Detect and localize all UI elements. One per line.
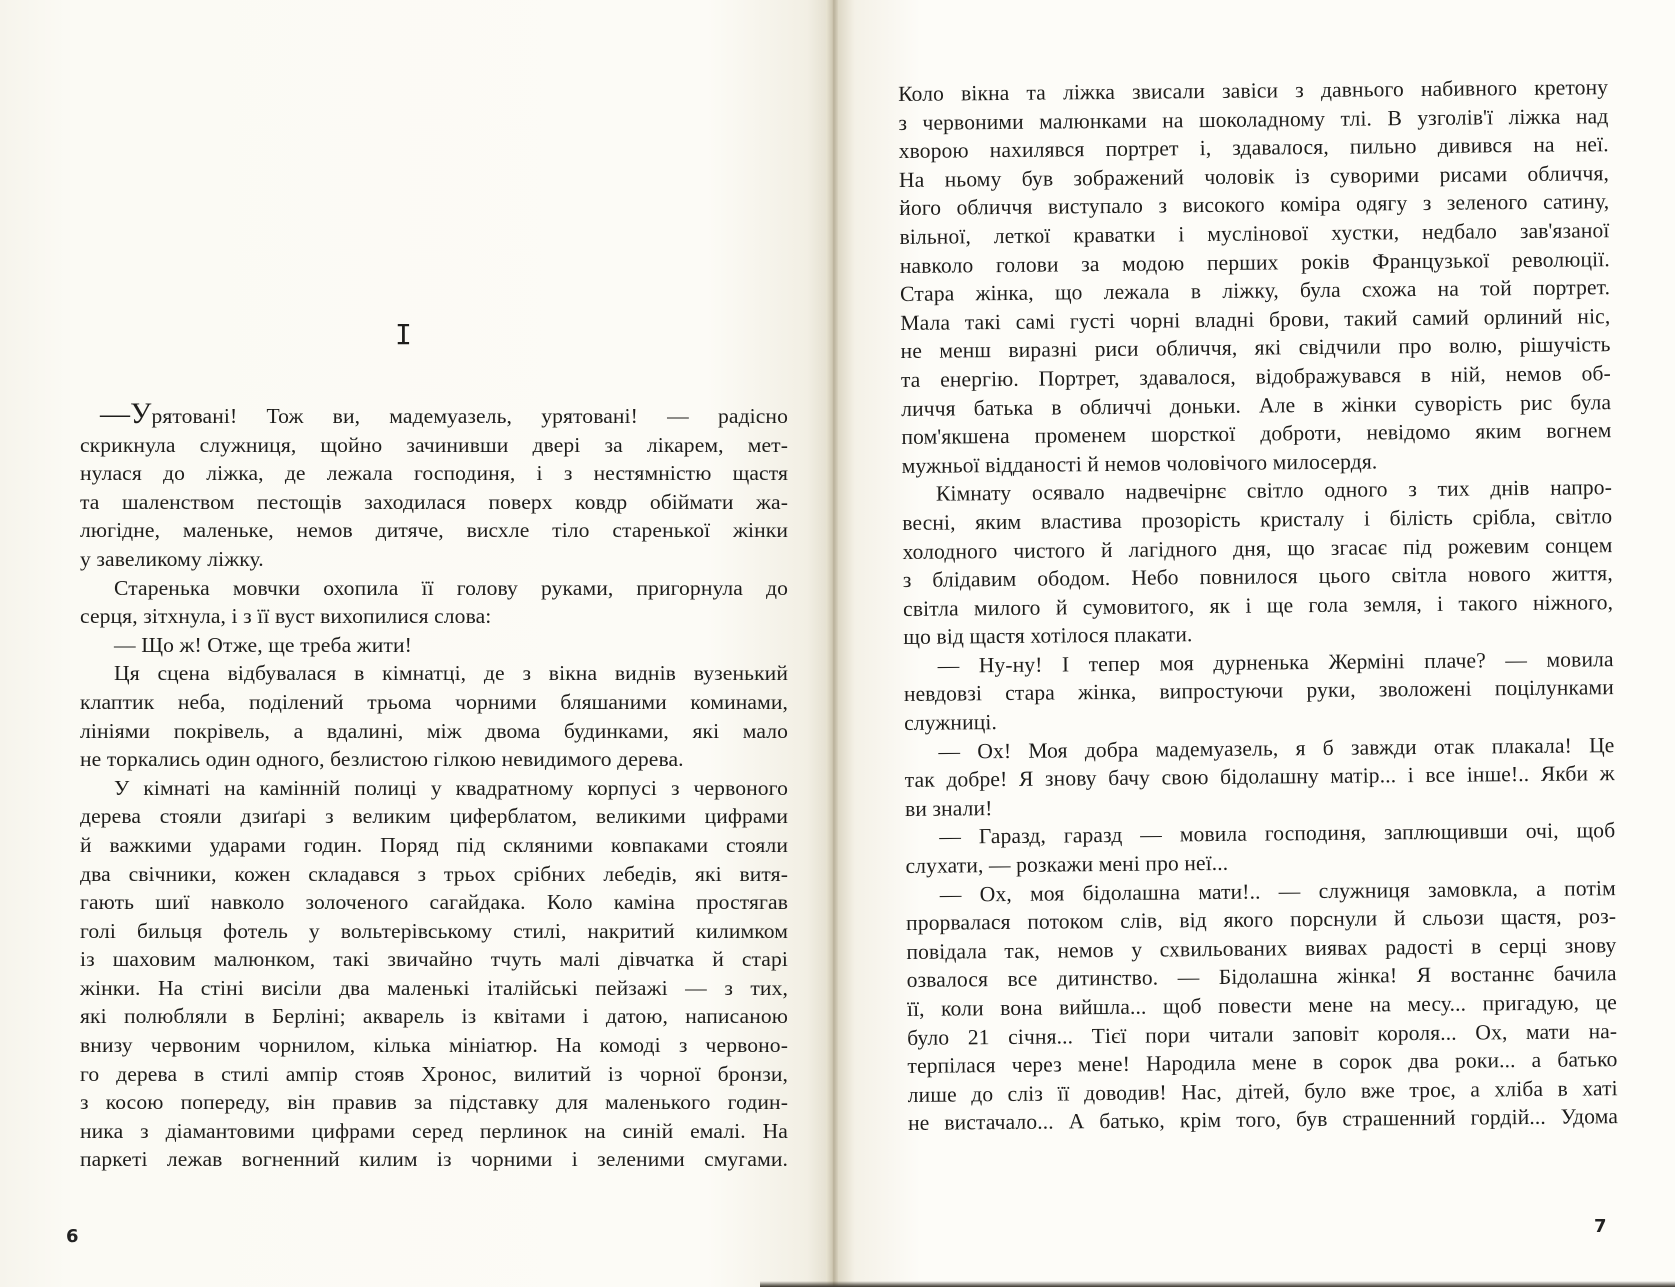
text-line: У кімнаті на камінній полиці у квадратному корпусі з червоного xyxy=(114,775,788,800)
text-line: невдовзі стара жінка, випростуючи руки, зволожені поцілунками xyxy=(903,675,1614,707)
text-line: й важкими ударами годин. Поряд під скляними ковпаками стояли xyxy=(80,832,788,857)
text-line: повідала так, немов у схвильованих виявах радості в серці знову xyxy=(906,932,1617,964)
text-line: її, коли вона вийшла... щоб повести мене на месу... пригадую, це xyxy=(906,990,1618,1021)
paragraph xyxy=(80,631,788,660)
text-line xyxy=(80,397,788,431)
right-page xyxy=(838,0,1675,1287)
text-line: пом'якшена променем шорсткої доброти, невідомо яким вогнем xyxy=(901,418,1612,450)
page-number-right: 7 xyxy=(1594,1216,1607,1237)
text-line: На ньому був зображений чоловік із суворими рисами обличчя, xyxy=(898,160,1610,192)
paragraph xyxy=(898,73,1612,480)
text-line: два свічники, кожен складався з трьох срібних лебедів, які витя- xyxy=(80,861,788,886)
text-line: клаптик неба, поділений трьома чорними бляшаними коминами, xyxy=(80,689,788,714)
text-line: лише до сліз її доводив! Нас, дітей, було вже троє, а хліба в хаті xyxy=(907,1075,1618,1107)
left-page xyxy=(0,0,832,1287)
text-line: — Гаразд, гаразд — мовила господиня, заплющивши очі, щоб xyxy=(939,818,1616,850)
text-line: Ця сцена відбувалася в кімнатці, де з вікна виднів вузенький xyxy=(114,661,788,686)
text-line: Мала такі самі густі чорні владні брови, такий самий орлиний ніс, xyxy=(900,303,1611,335)
text-line: було 21 січня... Тієї пори читали заповіт короля... Ох, мати на- xyxy=(907,1018,1618,1050)
text-line: мужньої відданості й немов чоловічого милосердя. xyxy=(901,449,1378,478)
text-line: з косою попереду, він правив за підставку для маленького годин- xyxy=(80,1090,788,1115)
text-line: його обличчя виступало з високого коміра одягу з зеленого сатину, xyxy=(899,189,1610,221)
text-line: внизу червоним чорнилом, кілька мініатюр. На комоді з червоно- xyxy=(80,1033,788,1058)
text-line: гають шиї навколо золоченого сагайдака. Коло каміна простягав xyxy=(80,890,788,915)
text-line: ника з діамантовими цифрами серед перлинок на синій емалі. На xyxy=(80,1118,788,1143)
text-line: Старенька мовчки охопила її голову руками, пригорнула до xyxy=(114,575,788,600)
text-line: Стара жінка, що лежала в ліжку, була схожа на той портрет. xyxy=(899,275,1611,307)
paragraph xyxy=(903,645,1614,738)
page-number-left: 6 xyxy=(66,1226,79,1247)
paragraph xyxy=(80,774,788,1174)
text-line: слухати, — розкажи мені про неї... xyxy=(905,850,1229,878)
text-line: з червоними малюнками на шоколадному тлі. В узголів'ї ліжка над xyxy=(898,103,1609,135)
text-line: скрикнула служниця, щойно зачинивши двері за лікарем, мет- xyxy=(80,432,788,457)
text-line: серця, зітхнула, і з її вуст вихопилися слова: xyxy=(80,604,492,629)
left-page-text xyxy=(80,397,788,1174)
text-line: — Ну-ну! І тепер моя дурненька Жерміні плаче? — мовила xyxy=(937,647,1614,678)
text-line: служниці. xyxy=(904,710,998,736)
text-line: хворою нахилявся портрет і, здавалося, пильно дивився на неї. xyxy=(898,132,1609,164)
text-line: не вистачало... А батько, крім того, був страшенний гордій... Удома xyxy=(907,1104,1619,1136)
text-line: не менш виразні риси обличчя, які свідчили про волю, рішучість xyxy=(900,332,1611,364)
text-line: озвалося все дитинство. — Бідолашна жінка! Я востаннє бачила xyxy=(906,961,1617,993)
right-page-text xyxy=(898,73,1618,1138)
paragraph xyxy=(80,397,788,574)
text-line: що від щастя хотілося плакати. xyxy=(903,622,1193,650)
text-line: з блідавим ободом. Небо повнилося цього світла нового життя, xyxy=(902,561,1613,593)
text-line: у завеликому ліжку. xyxy=(80,546,264,571)
paragraph xyxy=(904,731,1615,824)
paragraph xyxy=(902,473,1614,651)
text-line: Кімнату осявало надвечірнє світло одного з тих днів напро- xyxy=(935,475,1613,506)
drop-cap: —У xyxy=(100,397,152,430)
text-line: паркеті лежав вогненний килим із чорними і зеленими смугами. xyxy=(80,1147,788,1172)
paragraph xyxy=(905,817,1616,881)
text-line: лініями покрівель, а вдалині, між двома будинками, які мало xyxy=(80,718,788,743)
text-line: та шаленством пестощів заходилася поверх ковдр обіймати жа- xyxy=(80,489,788,514)
text-line: — Ох, моя бідолашна мати!.. — служниця замовкла, а потім xyxy=(939,875,1616,907)
text-line: — Що ж! Отже, ще треба жити! xyxy=(114,632,412,657)
text-line: весні, яким властива прозорість кристалу і білість срібла, світло xyxy=(902,504,1613,535)
text-line: які полюбляли в Берліні; акварель із квітами і датою, написаною xyxy=(80,1004,788,1029)
paragraph xyxy=(80,659,788,773)
text-line: навколо голови за модою перших років Французької революції. xyxy=(899,246,1610,278)
text-line: вільної, леткої краватки і муслінової хустки, недбало зав'язаної xyxy=(899,218,1610,249)
chapter-heading: I xyxy=(395,318,412,351)
text-line: личчя батька в обличчі доньки. Але в жінки суворість рис була xyxy=(901,389,1612,421)
text-line: люгідне, маленьке, немов дитяче, висхле тіло старенької жінки xyxy=(80,518,788,543)
text-line: холодного чистого й лагідного дня, що згасає під рожевим сонцем xyxy=(902,532,1613,564)
text-line: та енергію. Портрет, здавалося, відображувався в ній, немов об- xyxy=(900,361,1611,392)
text-line: дерева стояли дзиґарі з великим циферблатом, великими цифрами xyxy=(80,804,788,829)
text-line: жінки. На стіні висіли два маленькі італійські пейзажі — з тих, xyxy=(80,975,788,1000)
text-line: ви знали! xyxy=(904,795,993,821)
text-line: із шаховим малюнком, такі звичайно тчуть малі дівчатка й старі xyxy=(80,947,788,972)
text-line-rest: рятовані! Тож ви, мадемуазель, урятовані! — радісно xyxy=(151,404,788,428)
text-line: світла милого й сумовитого, як і ще гола земля, і такого ніжного, xyxy=(902,589,1614,621)
text-line: так добре! Я знову бачу свою бідолашну матір... і все інше!.. Якби ж xyxy=(904,761,1615,793)
paragraph xyxy=(80,574,788,631)
text-line: нулася до ліжка, де лежала господиня, і з нестямністю щастя xyxy=(80,461,788,486)
text-line: — Ох! Моя добра мадемуазель, я б завжди отак плакала! Це xyxy=(938,732,1615,764)
text-line: го дерева в стилі ампір стояв Хронос, вилитий із чорної бронзи, xyxy=(80,1061,788,1086)
page-edge-shadow xyxy=(760,1281,1675,1287)
text-line: прорвалася потоком слів, від якого порснули й сльози щастя, роз- xyxy=(905,904,1617,936)
text-line: не торкались один одного, безлистою гілкою невидимого дерева. xyxy=(80,747,684,772)
paragraph xyxy=(906,874,1618,1138)
text-line: терпілася через мене! Народила мене в сорок два роки... а батько xyxy=(907,1047,1618,1079)
text-line: голі бильця фотель у вольтерівському стилі, накритий килимком xyxy=(80,918,788,943)
text-line: Коло вікна та ліжка звисали завіси з давнього набивного кретону xyxy=(898,75,1609,106)
